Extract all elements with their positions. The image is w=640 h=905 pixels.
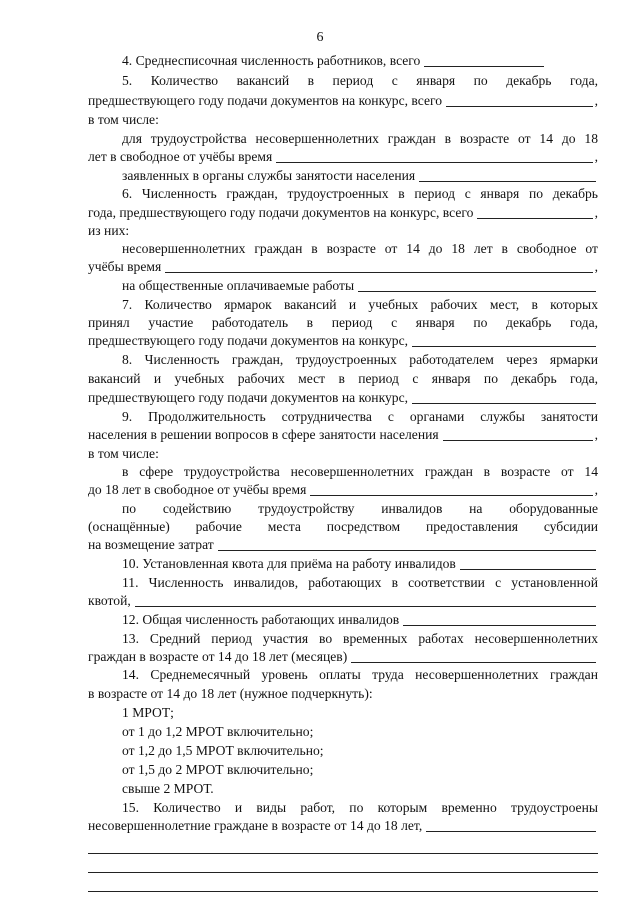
item-5-text-6: заявленных в органы службы занятости населения [122,168,416,183]
item-5-line-5: лет в свободное от учёбы время , [88,149,598,164]
item-8-text-2: вакансий и учебных рабочих мест в период с января по декабрь года, [88,371,598,386]
fill-blank[interactable] [477,205,592,219]
fill-blank[interactable] [403,612,596,626]
item-9-line-8 [88,536,598,554]
item-6-line-6 [122,277,598,295]
fill-line[interactable] [88,871,598,873]
item-4-line [122,52,598,70]
item-6-text-6: на общественные оплачиваемые работы [122,278,355,293]
fill-blank[interactable] [443,427,593,441]
item-6-text-5: учёбы время [88,259,162,274]
item-14-option-1[interactable]: 1 МРОТ; [122,705,174,720]
item-5-text-1: 5. Количество вакансий в период с января по декабрь года, [122,73,598,88]
item-9-text-1: 9. Продолжительность сотрудничества с органами службы занятости [122,409,598,424]
item-6-line-5: учёбы время , [88,259,598,274]
item-8-line-3 [88,389,598,407]
fill-blank[interactable] [276,149,592,163]
item-6-line-2: года, предшествующего году подачи документов на конкурс, всего , [88,205,598,220]
item-14-option-2[interactable]: от 1 до 1,2 МРОТ включительно; [122,724,314,739]
fill-blank[interactable] [426,818,596,832]
fill-blank[interactable] [424,53,544,67]
item-9-line-2: населения в решении вопросов в сфере занятости населения , [88,427,598,442]
item-14-option-5[interactable]: свыше 2 МРОТ. [122,781,214,796]
item-9-text-7: (оснащённые) рабочие места посредством предоставления субсидии [88,519,598,534]
item-14-text-2: в возрасте от 14 до 18 лет (нужное подчеркнуть): [88,686,373,701]
item-5-text-5: лет в свободное от учёбы время [88,149,273,164]
item-9-text-6: по содействию трудоустройству инвалидов на оборудованные [122,501,598,516]
item-12-text: 12. Общая численность работающих инвалидов [122,612,400,627]
item-15-text-2: несовершеннолетние граждане в возрасте от 14 до 18 лет, [88,818,423,833]
fill-blank[interactable] [358,278,596,292]
item-13-line-2 [88,648,598,666]
item-14-option-4[interactable]: от 1,5 до 2 МРОТ включительно; [122,762,314,777]
item-10-line [122,555,598,573]
item-9-text-4: в сфере трудоустройства несовершеннолетних граждан в возрасте от 14 [122,464,598,479]
fill-blank[interactable] [419,168,596,182]
item-9-text-2: населения в решении вопросов в сфере занятости населения [88,427,439,442]
item-6-text-3: из них: [88,223,130,238]
item-8-text-3: предшествующего году подачи документов на конкурс, [88,390,409,405]
item-5-text-2: предшествующего году подачи документов на конкурс, всего [88,93,443,108]
item-14-text-1: 14. Среднемесячный уровень оплаты труда несовершеннолетних граждан [122,667,598,682]
item-5-line-6 [122,167,598,185]
item-4-text: 4. Среднесписочная численность работников, всего [122,53,421,68]
fill-blank[interactable] [460,556,596,570]
page-number: 6 [316,30,324,45]
item-15-line-2 [88,817,598,835]
fill-blank[interactable] [351,649,596,663]
item-11-text-2: квотой, [88,593,131,608]
fill-blank[interactable] [446,93,593,107]
item-9-line-5: до 18 лет в свободное от учёбы время , [88,482,598,497]
fill-blank[interactable] [412,333,596,347]
item-14-option-3[interactable]: от 1,2 до 1,5 МРОТ включительно; [122,743,324,758]
item-5-text-4: для трудоустройства несовершеннолетних граждан в возрасте от 14 до 18 [122,131,598,146]
item-15-text-1: 15. Количество и виды работ, по которым временно трудоустроены [122,800,598,815]
item-13-text-1: 13. Средний период участия во временных работах несовершеннолетних [122,631,598,646]
item-8-text-1: 8. Численность граждан, трудоустроенных работодателем через ярмарки [122,352,598,367]
fill-blank[interactable] [412,390,596,404]
item-10-text: 10. Установленная квота для приёма на работу инвалидов [122,556,456,571]
item-12-line [122,611,598,629]
fill-line[interactable] [88,890,598,892]
fill-blank[interactable] [135,593,596,607]
item-6-text-1: 6. Численность граждан, трудоустроенных в период с января по декабрь [122,186,598,201]
item-9-text-8: на возмещение затрат [88,537,214,552]
fill-blank[interactable] [165,259,592,273]
item-11-line-2 [88,592,598,610]
fill-blank[interactable] [218,537,596,551]
item-9-text-3: в том числе: [88,446,159,461]
item-7-text-3: предшествующего году подачи документов на конкурс, [88,333,409,348]
item-11-text-1: 11. Численность инвалидов, работающих в соответствии с установленной [122,575,598,590]
fill-blank[interactable] [310,482,592,496]
item-5-line-2: предшествующего году подачи документов на конкурс, всего , [88,93,598,108]
item-7-text-1: 7. Количество ярмарок вакансий и учебных рабочих мест, в которых [122,297,598,312]
fill-line[interactable] [88,852,598,854]
item-6-text-4: несовершеннолетних граждан в возрасте от 14 до 18 лет в свободное от [122,241,598,256]
item-9-text-5: до 18 лет в свободное от учёбы время [88,482,307,497]
item-7-line-3 [88,332,598,350]
item-13-text-2: граждан в возрасте от 14 до 18 лет (месяцев) [88,649,348,664]
item-6-text-2: года, предшествующего году подачи документов на конкурс, всего [88,205,474,220]
item-7-text-2: принял участие работодатель в период с января по декабрь года, [88,315,598,330]
item-5-text-3: в том числе: [88,112,159,127]
